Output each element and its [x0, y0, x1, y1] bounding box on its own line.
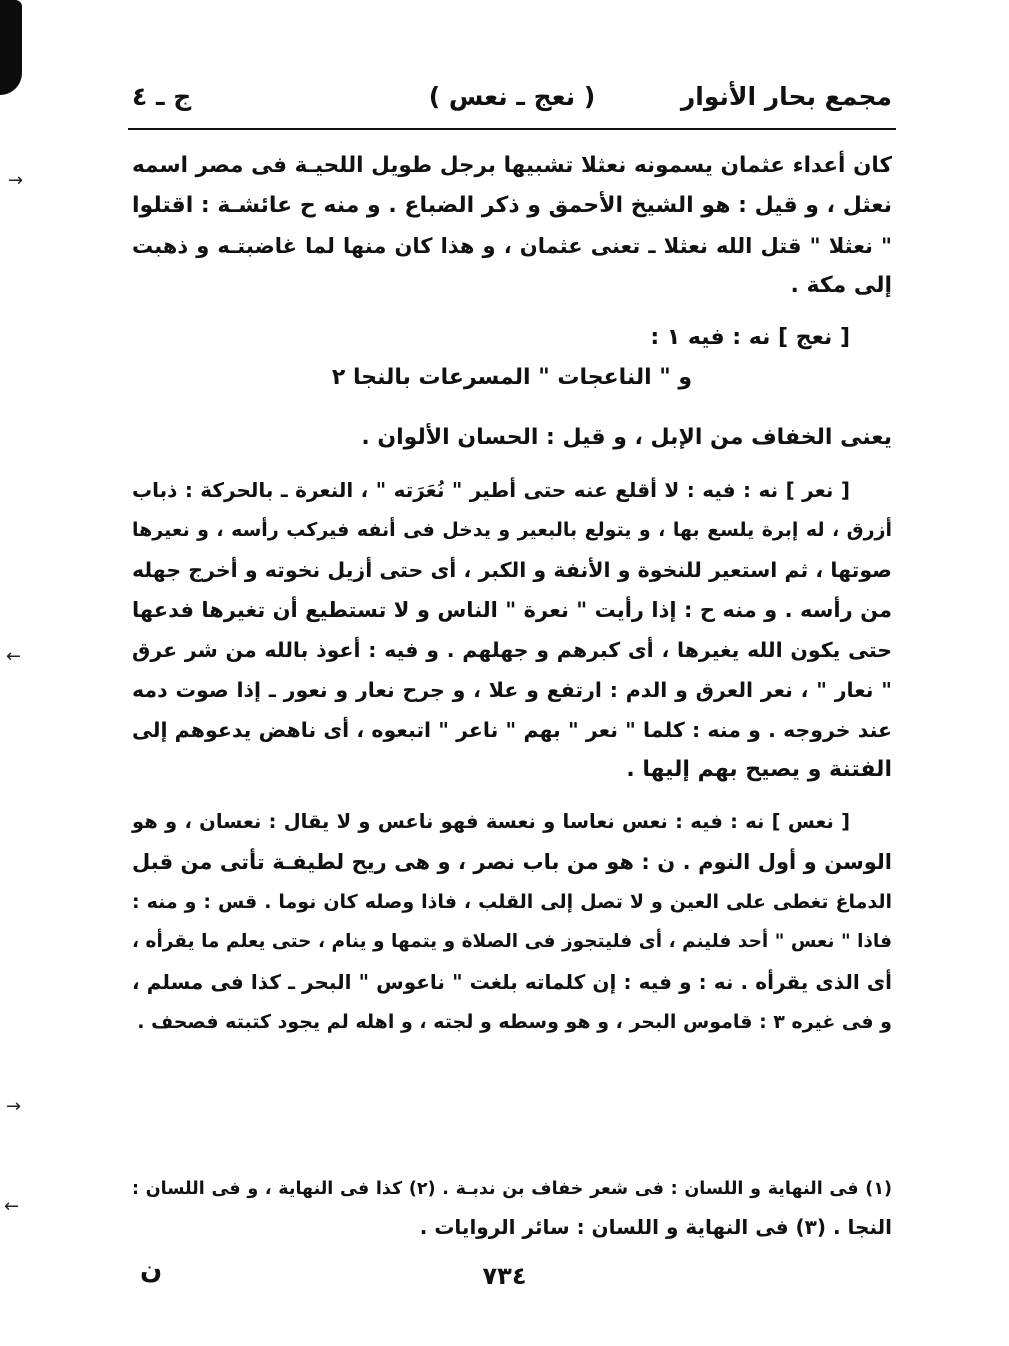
margin-mark: →: [8, 170, 24, 191]
volume-number: ج ـ ٤: [132, 82, 192, 111]
header-rule: [128, 128, 896, 130]
margin-mark: ←: [4, 1196, 20, 1217]
text-line: فاذا " نعس " أحد فلينم ، أى فليتجوز فى الصلاة و يتمها و ينام ، حتى يعلم ما يقرأه ،: [132, 931, 892, 952]
text-line: حتى يكون الله يغيرها ، أى كبرهم و جهلهم . و فيه : أعوذ بالله من شر عرق: [132, 638, 892, 662]
text-line: الوسن و أول النوم . ن : هو من باب نصر ، و هى ريح لطيفـة تأتى من قبل: [132, 850, 892, 874]
running-header: [132, 82, 892, 122]
book-title: مجمع بحار الأنوار: [680, 82, 892, 111]
text-line: إلى مكة .: [790, 273, 892, 298]
footnote-line: (١) فى النهاية و اللسان : فى شعر خفاف بن ندبـة . (٢) كذا فى النهاية ، و فى اللسان :: [132, 1179, 892, 1199]
signature-mark: ن: [140, 1255, 163, 1285]
footnote-line: النجا . (٣) فى النهاية و اللسان : سائر الروايات .: [419, 1215, 892, 1239]
text-line: أى الذى يقرأه . نه : و فيه : إن كلماته بلغت " ناعوس " البحر ـ كذا فى مسلم ،: [132, 970, 892, 994]
margin-mark: ←: [6, 646, 22, 667]
text-line: و فى غيره ٣ : قاموس البحر ، و هو وسطه و لجته ، و اهله لم يجود كتبته فصحف .: [137, 1011, 892, 1033]
text-line: من رأسه . و منه ح : إذا رأيت " نعرة " الناس و لا تستطيع أن تغيرها فدعها: [132, 598, 892, 622]
entry-heading-naaj: [ نعج ] نه : فيه ١ :: [650, 325, 850, 350]
margin-mark: →: [6, 1096, 22, 1117]
text-line: أزرق ، له إبرة يلسع بها ، و يتولع بالبعير و يدخل فى أنفه فيركب رأسه ، و نعيرها: [132, 519, 892, 541]
text-line: " نعثلا " قتل الله نعثلا ـ تعنى عثمان ، و هذا كان منها لما غاضبتـه و ذهبت: [132, 234, 892, 258]
page-number: ٧٣٤: [482, 1262, 527, 1290]
text-line: الدماغ تغطى على العين و لا تصل إلى القلب ، فاذا وصله كان نوما . قس : و منه :: [132, 891, 892, 913]
text-line: كان أعداء عثمان يسمونه نعثلا تشبيها برجل طويل اللحيـة فى مصر اسمه: [132, 153, 892, 178]
quoted-verse: و " الناعجات " المسرعات بالنجا ٢: [331, 365, 693, 390]
text-line: صوتها ، ثم استعير للنخوة و الأنفة و الكبر ، أى حتى أزيل نخوته و أخرج جهله: [132, 558, 892, 582]
text-line: " نعار " ، نعر العرق و الدم : ارتفع و علا ، و جرح نعار و نعور ـ إذا صوت دمه: [132, 678, 892, 702]
entry-heading-naar: [ نعر ] نه : فيه : لا أقلع عنه حتى أطير " نُعَرَته " ، النعرة ـ بالحركة : ذباب: [132, 478, 850, 502]
text-line: يعنى الخفاف من الإبل ، و قيل : الحسان الألوان .: [361, 425, 892, 450]
text-line: عند خروجه . و منه : كلما " نعر " بهم " ناعر " اتبعوه ، أى ناهض يدعوهم إلى: [132, 718, 892, 742]
text-line: نعثل ، و قيل : هو الشيخ الأحمق و ذكر الضباع . و منه ح عائشـة : اقتلوا: [132, 193, 892, 218]
entry-heading-naas: [ نعس ] نه : فيه : نعس نعاسا و نعسة فهو ناعس و لا يقال : نعسان ، و هو: [132, 810, 850, 833]
footnotes: [132, 1170, 892, 1246]
text-line: الفتنة و يصيح بهم إليها .: [626, 757, 892, 782]
main-text: [132, 146, 892, 1042]
entry-range: ( نعج ـ نعس ): [428, 82, 596, 111]
